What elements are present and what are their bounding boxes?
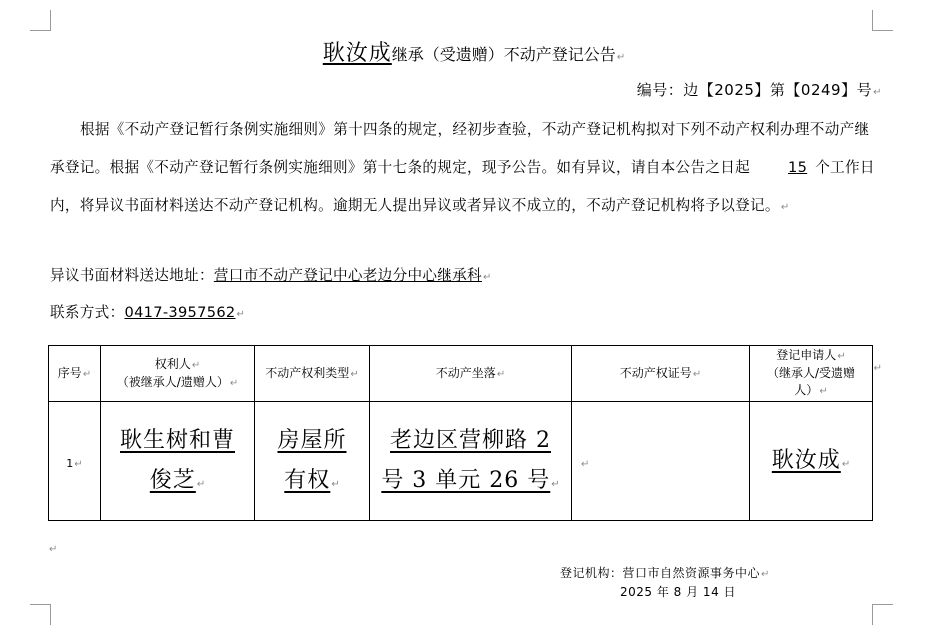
notice-date: 2025 年 8 月 14 日 <box>620 585 737 599</box>
paragraph-mark-icon: ↵ <box>49 544 58 555</box>
notice-body <box>50 111 876 227</box>
notice-number-text: 编号：边【2025】第【0249】号 <box>636 81 873 99</box>
contact-phone: 0417-3957562 <box>124 304 236 321</box>
paragraph-mark-icon: ↵ <box>780 202 790 213</box>
header-applicant: 登记申请人↵ （继承人/受遗赠 人）↵ ↵ <box>750 346 873 402</box>
notice-number <box>637 79 882 100</box>
empty-paragraph <box>48 537 57 556</box>
header-location: 不动产坐落↵ <box>370 346 572 402</box>
title-text: 继承（受遗赠）不动产登记公告 <box>391 45 616 64</box>
row-end-mark-icon: ↵ <box>873 363 882 374</box>
paragraph-mark-icon: ↵ <box>236 309 246 320</box>
notice-title <box>0 36 948 67</box>
paragraph-mark-icon: ↵ <box>616 52 626 63</box>
body-paragraph <box>50 111 876 227</box>
cell-holder: 耿生树和曹 俊芝↵ <box>101 402 255 521</box>
registration-authority: 登记机构：营口市自然资源事务中心↵ <box>560 566 770 580</box>
objection-days: 15 <box>788 159 808 176</box>
objection-address <box>50 264 492 285</box>
header-holder: 权利人↵ （被继承人/遗赠人）↵ <box>101 346 255 402</box>
property-table <box>48 345 882 521</box>
cell-cert-number: ↵ <box>572 402 750 521</box>
corner-mark-top-right <box>872 10 893 31</box>
cell-applicant: 耿汝成↵ <box>750 402 873 521</box>
corner-mark-top-left <box>30 10 51 31</box>
paragraph-mark-icon: ↵ <box>761 569 770 580</box>
address-label: 异议书面材料送达地址： <box>50 267 214 284</box>
corner-mark-bottom-right <box>872 604 893 625</box>
header-right-type: 不动产权利类型↵ <box>255 346 370 402</box>
header-seq: 序号↵ <box>49 346 101 402</box>
paragraph-mark-icon: ↵ <box>482 272 492 283</box>
table-header-row <box>49 346 873 402</box>
title-heir-name: 耿汝成 <box>322 41 392 66</box>
contact-label: 联系方式： <box>50 304 125 321</box>
contact-info <box>50 301 245 322</box>
corner-mark-bottom-left <box>30 604 51 625</box>
table-row <box>49 402 873 521</box>
body-text-part1: 根据《不动产登记暂行条例实施细则》第十四条的规定，经初步查验，不动产登记机构拟对下列不动产权利办理不动产继承登记。根据《不动产登记暂行条例实施细则》第十七条的规定，现予公告。如有异议，请自本公告之日起 <box>50 121 870 176</box>
paragraph-mark-icon: ↵ <box>873 87 882 98</box>
cell-seq: 1↵ <box>49 402 101 521</box>
body-text-part2: 个工作日内，将异议书面材料送达不动产登记机构。逾期无人提出异议或者异议不成立的，不动产登记机构将予以登记。 <box>50 159 875 214</box>
cell-location: 老边区营柳路 2 号 3 单元 26 号↵ <box>370 402 572 521</box>
cell-right-type: 房屋所 有权↵ <box>255 402 370 521</box>
address-value: 营口市不动产登记中心老边分中心继承科 <box>213 267 482 284</box>
header-cert-number: 不动产权证号↵ <box>572 346 750 402</box>
